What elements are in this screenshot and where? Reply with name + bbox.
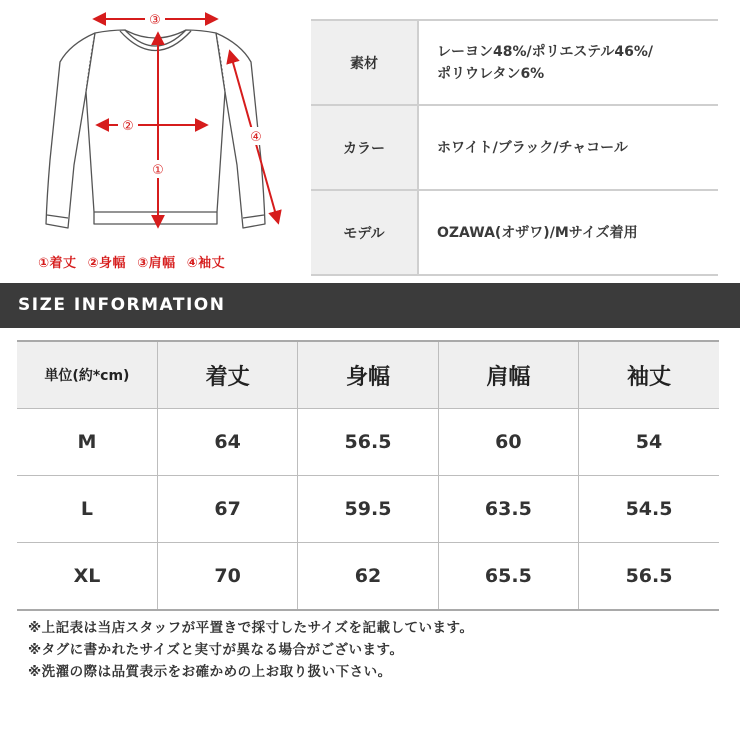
table-cell: 65.5 xyxy=(438,543,578,611)
spec-value xyxy=(418,20,718,105)
table-cell: 59.5 xyxy=(298,476,438,543)
spec-value-line: ホワイト/ブラック/チャコール xyxy=(437,139,628,156)
sweater-measurement-diagram xyxy=(0,0,300,278)
table-cell: 54.5 xyxy=(579,476,719,543)
legend-item: ④袖丈 xyxy=(186,256,226,271)
table-row xyxy=(17,409,719,476)
marker-3: ③ xyxy=(149,13,161,28)
spec-label: 素材 xyxy=(311,20,418,105)
marker-4: ④ xyxy=(250,130,262,145)
measurement-legend xyxy=(38,252,231,271)
note-line: ※洗濯の際は品質表示をお確かめの上お取り扱い下さい。 xyxy=(28,664,392,680)
table-cell: 56.5 xyxy=(298,409,438,476)
banner-title: SIZE INFORMATION xyxy=(18,295,226,315)
spec-value-line: レーヨン48%/ポリエステル46%/ xyxy=(437,43,653,60)
spec-label: モデル xyxy=(311,190,418,275)
size-label: M xyxy=(17,409,157,476)
note-line: ※上記表は当店スタッフが平置きで採寸したサイズを記載しています。 xyxy=(28,620,474,636)
table-cell: 67 xyxy=(157,476,297,543)
table-cell: 56.5 xyxy=(579,543,719,611)
spec-value xyxy=(418,190,718,275)
size-table-header xyxy=(17,341,719,409)
table-cell: 54 xyxy=(579,409,719,476)
table-cell: 64 xyxy=(157,409,297,476)
legend-item: ②身幅 xyxy=(87,256,127,271)
table-row xyxy=(17,543,719,611)
table-cell: 70 xyxy=(157,543,297,611)
header-cell: 肩幅 xyxy=(438,341,578,409)
size-notes xyxy=(28,617,473,683)
size-label: L xyxy=(17,476,157,543)
product-spec-table xyxy=(311,19,718,276)
marker-1: ① xyxy=(152,163,164,178)
spec-value-line: OZAWA(オザワ)/Mサイズ着用 xyxy=(437,224,638,241)
table-cell: 62 xyxy=(298,543,438,611)
header-cell: 身幅 xyxy=(298,341,438,409)
marker-2: ② xyxy=(122,119,134,134)
spec-label: カラー xyxy=(311,105,418,190)
note-line: ※タグに書かれたサイズと実寸が異なる場合がございます。 xyxy=(28,642,404,658)
size-table xyxy=(17,340,719,611)
size-label: XL xyxy=(17,543,157,611)
header-unit: 単位(約*cm) xyxy=(17,341,157,409)
spec-value-line: ポリウレタン6% xyxy=(437,65,545,82)
spec-value xyxy=(418,105,718,190)
header-cell: 着丈 xyxy=(157,341,297,409)
legend-item: ③肩幅 xyxy=(137,256,176,271)
spec-row xyxy=(311,20,718,105)
table-cell: 60 xyxy=(438,409,578,476)
size-information-banner xyxy=(0,283,740,328)
table-row xyxy=(17,476,719,543)
header-cell: 袖丈 xyxy=(579,341,719,409)
spec-row xyxy=(311,190,718,275)
table-cell: 63.5 xyxy=(438,476,578,543)
legend-item: ①着丈 xyxy=(38,256,77,271)
spec-row xyxy=(311,105,718,190)
